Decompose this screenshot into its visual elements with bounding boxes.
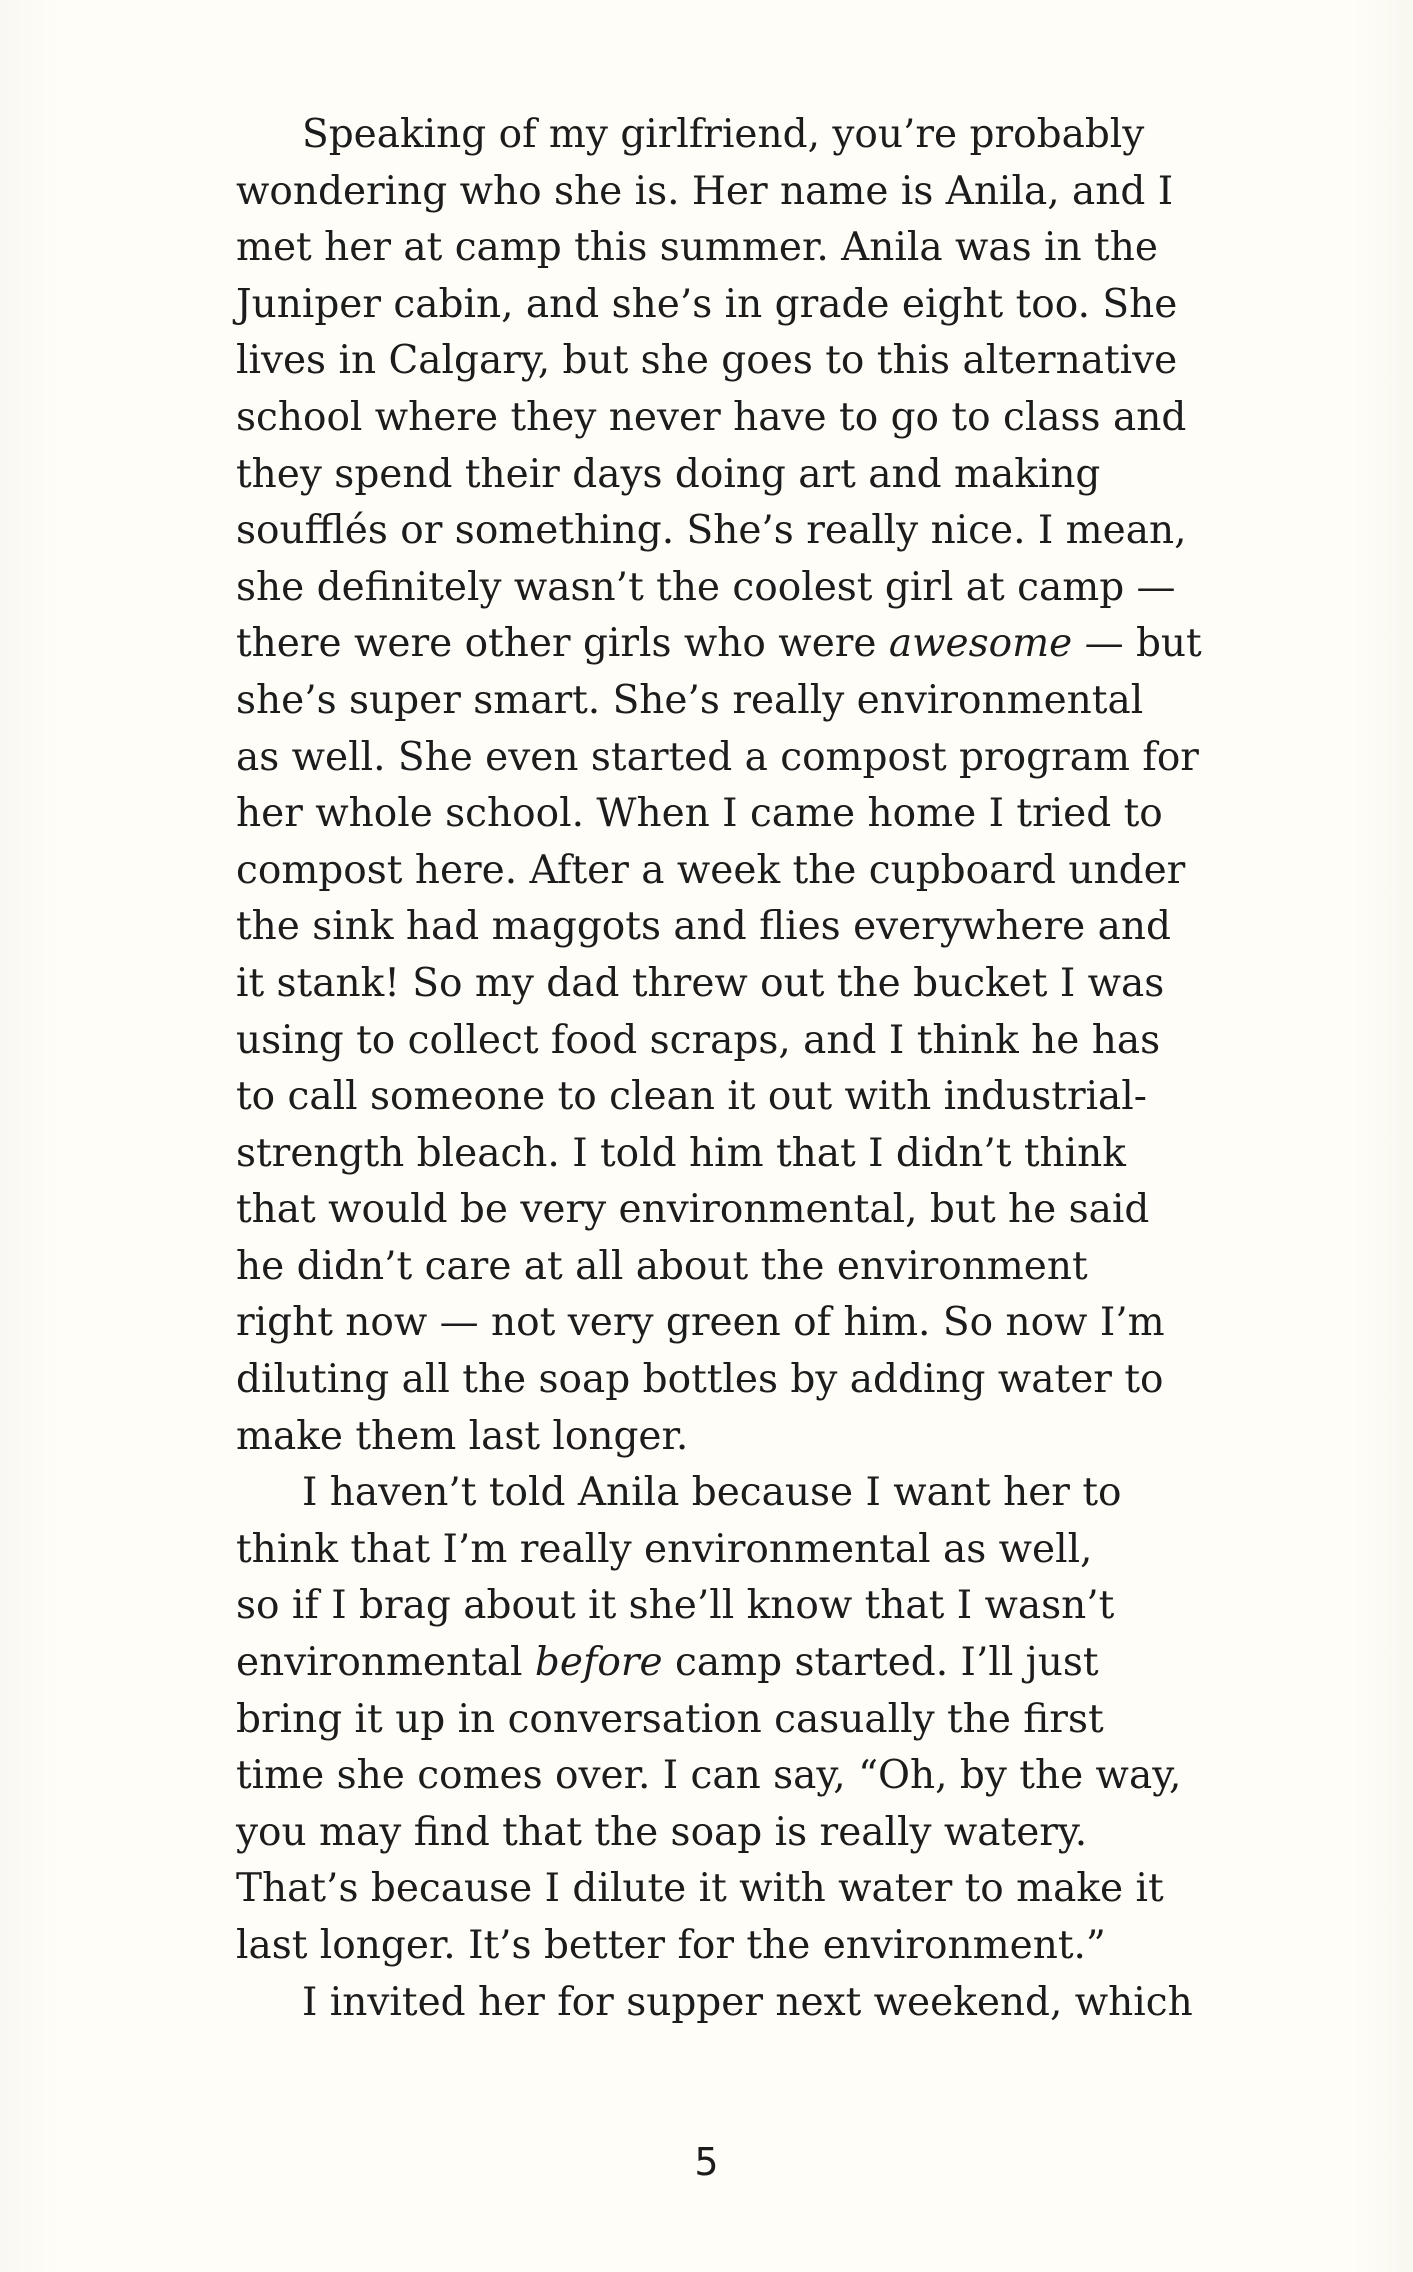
text-line: so if I brag about it she’ll know that I wasn’t [236,1583,1115,1629]
text-line: soufflés or something. She’s really nice. I mean, [236,508,1187,554]
text-line: it stank! So my dad threw out the bucket I was [236,960,1165,1006]
text-line: school where they never have to go to class and [236,394,1187,440]
text-line: her whole school. When I came home I tried to [236,791,1163,837]
text-line: That’s because I dilute it with water to make it [236,1866,1164,1912]
page-number: 5 [694,2140,719,2184]
text-line: bring it up in conversation casually the first [236,1696,1104,1742]
emphasis-word: awesome [888,621,1073,667]
text-line: strength bleach. I told him that I didn’t think [236,1130,1126,1176]
text-line: wondering who she is. Her name is Anila, and I [236,168,1174,214]
text-line: they spend their days doing art and making [236,451,1101,497]
text-line: the sink had maggots and flies everywhere and [236,904,1171,950]
text-line: think that I’m really environmental as well, [236,1526,1093,1572]
paragraph-1 [236,107,1202,1465]
text-line: as well. She even started a compost program for [236,734,1199,780]
text-line: time she comes over. I can say, “Oh, by the way, [236,1753,1182,1799]
text-line [236,1635,1196,1692]
text-run: environmental [236,1640,535,1686]
text-run: camp started. I’ll just [662,1640,1099,1686]
text-line: you may find that the soap is really watery. [236,1809,1088,1855]
text-line: make them last longer. [236,1413,689,1459]
text-line: lives in Calgary, but she goes to this alternative [236,338,1178,384]
paragraph-3 [236,1975,1196,2032]
text-line: right now — not very green of him. So now I’m [236,1300,1165,1346]
paragraph-2 [236,1465,1196,1974]
text-line: she definitely wasn’t the coolest girl at camp — [236,564,1176,610]
text-line: met her at camp this summer. Anila was in the [236,225,1158,271]
text-line: last longer. It’s better for the environment.” [236,1923,1106,1968]
text-line: using to collect food scraps, and I think he has [236,1017,1161,1063]
text-line: I haven’t told Anila because I want her to [302,1470,1122,1516]
text-line: that would be very environmental, but he said [236,1187,1150,1233]
text-line: Juniper cabin, and she’s in grade eight too. She [236,281,1178,327]
text-line [236,616,1202,673]
text-line: she’s super smart. She’s really environmental [236,677,1144,723]
text-line: Speaking of my girlfriend, you’re probably [302,112,1145,157]
emphasis-word: before [534,1640,663,1686]
text-line: he didn’t care at all about the environment [236,1243,1088,1289]
text-line: diluting all the soap bottles by adding water to [236,1357,1164,1403]
text-line: to call someone to clean it out with industrial- [236,1074,1147,1120]
text-line: compost here. After a week the cupboard under [236,847,1186,893]
text-run: there were other girls who were [236,621,889,667]
text-line: I invited her for supper next weekend, which [302,1979,1193,2025]
body-text [236,107,1202,2031]
text-run: — but [1072,621,1202,667]
